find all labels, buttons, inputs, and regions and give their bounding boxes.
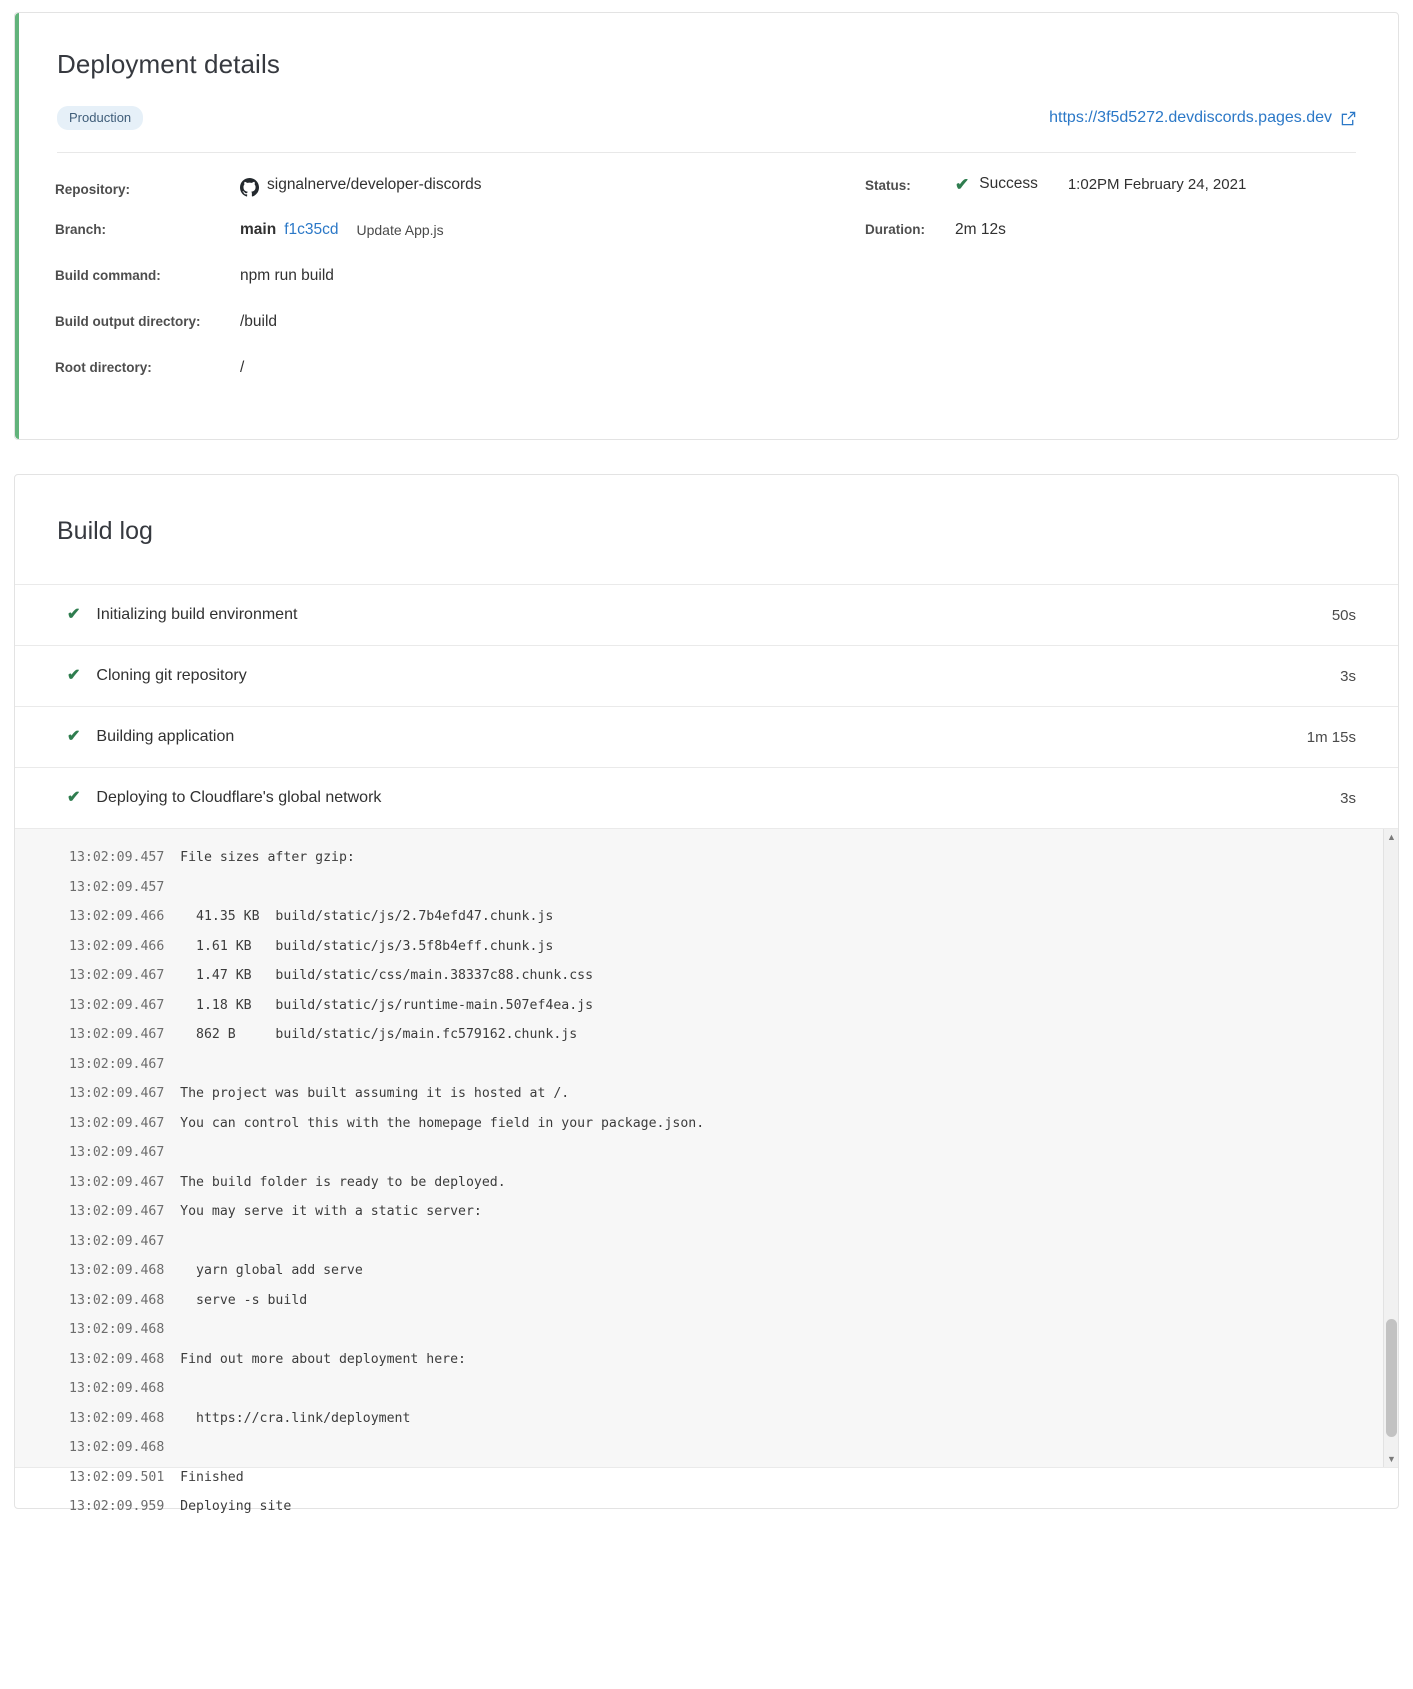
commit-message: Update App.js (356, 222, 444, 238)
console-line (69, 1463, 1358, 1493)
duration-row (865, 221, 1358, 267)
repository-row (55, 175, 855, 221)
console-line (69, 991, 1358, 1021)
scrollbar-thumb[interactable] (1386, 1319, 1397, 1437)
build-step-duration: 1m 15s (1306, 728, 1356, 746)
console-line (69, 843, 1358, 873)
duration-value: 2m 12s (955, 221, 1006, 238)
console-line-text: https://cra.link/deployment (164, 1410, 411, 1426)
build-step-duration: 3s (1340, 789, 1356, 807)
build-output-value: /build (240, 313, 278, 330)
console-line (69, 873, 1358, 903)
console-line-text: The project was built assuming it is hosted at /. (164, 1086, 570, 1101)
scroll-down-icon[interactable]: ▼ (1387, 1454, 1396, 1464)
root-directory-row (55, 359, 855, 405)
console-line (69, 902, 1358, 932)
console-line-timestamp: 13:02:09.467 (69, 1174, 165, 1190)
deployment-details-card (14, 12, 1399, 440)
branch-label: Branch: (55, 222, 107, 237)
check-icon: ✔ (67, 606, 81, 623)
console-line (69, 1020, 1358, 1050)
console-line-text: serve -s build (164, 1292, 308, 1308)
check-icon: ✔ (955, 174, 970, 194)
repository-value (240, 175, 482, 194)
console-line (69, 1286, 1358, 1316)
root-directory-value: / (240, 359, 245, 376)
console-line (69, 932, 1358, 962)
build-log-card (14, 474, 1399, 1514)
console-line-timestamp: 13:02:09.468 (69, 1351, 165, 1367)
build-step-duration: 50s (1331, 606, 1356, 624)
console-line-timestamp: 13:02:09.468 (69, 1381, 165, 1396)
console-line-timestamp: 13:02:09.501 (69, 1469, 165, 1485)
build-step[interactable] (15, 584, 1398, 645)
console-line (69, 1050, 1358, 1080)
build-step[interactable] (15, 706, 1398, 767)
console-output-text (15, 829, 1398, 1532)
console-line (69, 1374, 1358, 1404)
console-line-text: 1.47 KB build/static/css/main.38337c88.chunk.css (164, 968, 594, 983)
console-line-text: Find out more about deployment here: (164, 1351, 466, 1367)
status-row (865, 175, 1358, 221)
console-line-text: You may serve it with a static server: (164, 1204, 482, 1219)
console-line (69, 1079, 1358, 1109)
console-line-text (164, 880, 180, 895)
console-line-timestamp: 13:02:09.467 (69, 968, 165, 983)
build-step-duration: 3s (1340, 667, 1356, 685)
console-line-timestamp: 13:02:09.467 (69, 1086, 165, 1101)
deployment-meta-right (855, 175, 1358, 405)
console-line-timestamp: 13:02:09.468 (69, 1292, 165, 1308)
console-line-timestamp: 13:02:09.457 (69, 850, 165, 865)
branch-value (240, 221, 444, 239)
console-line-text: Deploying site (164, 1499, 292, 1514)
console-line-text: yarn global add serve (164, 1263, 363, 1278)
console-line-timestamp: 13:02:09.468 (69, 1440, 165, 1455)
status-badge: Production (57, 106, 143, 130)
build-command-label: Build command: (55, 268, 161, 283)
status-value (955, 175, 1246, 193)
console-line-timestamp: 13:02:09.467 (69, 1115, 165, 1131)
console-line (69, 1168, 1358, 1198)
build-steps-list (15, 584, 1398, 828)
build-step-label: Cloning git repository (96, 667, 247, 684)
console-line-text (164, 1322, 180, 1337)
check-icon: ✔ (67, 667, 81, 684)
console-line-timestamp: 13:02:09.466 (69, 938, 165, 954)
build-step-label: Deploying to Cloudflare's global network (96, 789, 382, 806)
console-line-text: File sizes after gzip: (164, 850, 355, 865)
console-line (69, 961, 1358, 991)
console-line (69, 1315, 1358, 1345)
root-directory-label: Root directory: (55, 360, 152, 375)
build-output-label: Build output directory: (55, 314, 201, 329)
console-line-timestamp: 13:02:09.467 (69, 1145, 165, 1160)
external-link-icon (1341, 111, 1356, 126)
status-label: Status: (865, 177, 911, 193)
deployment-meta-left (55, 175, 855, 405)
console-line-timestamp: 13:02:09.467 (69, 1233, 165, 1249)
scroll-up-icon[interactable]: ▲ (1387, 832, 1396, 842)
console-line (69, 1492, 1358, 1522)
build-step[interactable] (15, 767, 1398, 828)
build-command-row (55, 267, 855, 313)
build-output-row (55, 313, 855, 359)
build-command-value: npm run build (240, 267, 334, 284)
site-url-link[interactable] (1049, 109, 1356, 127)
console-line-text: 1.61 KB build/static/js/3.5f8b4eff.chunk.js (164, 938, 554, 954)
console-line-timestamp: 13:02:09.959 (69, 1499, 165, 1514)
repository-name: signalnerve/developer-discords (267, 175, 482, 193)
console-line-timestamp: 13:02:09.457 (69, 879, 165, 895)
console-line-timestamp: 13:02:09.467 (69, 1204, 165, 1219)
console-output-panel[interactable] (15, 828, 1398, 1514)
console-line (69, 1433, 1358, 1463)
console-line-text: 41.35 KB build/static/js/2.7b4efd47.chunk.js (164, 909, 554, 924)
status-timestamp: 1:02PM February 24, 2021 (1067, 175, 1247, 193)
site-url-text: https://3f5d5272.devdiscords.pages.dev (1049, 109, 1332, 126)
page-title: Deployment details (57, 49, 280, 79)
build-step[interactable] (15, 645, 1398, 706)
console-line-timestamp: 13:02:09.468 (69, 1322, 165, 1337)
deployment-meta (55, 153, 1358, 405)
build-step-label: Building application (96, 728, 235, 745)
console-line-timestamp: 13:02:09.466 (69, 909, 165, 924)
duration-label: Duration: (865, 222, 925, 237)
console-line-text (164, 1440, 180, 1455)
check-icon: ✔ (67, 728, 81, 745)
branch-name: main (240, 221, 277, 238)
check-icon: ✔ (67, 789, 81, 806)
console-line (69, 1197, 1358, 1227)
console-line (69, 1227, 1358, 1257)
build-step-label: Initializing build environment (96, 606, 298, 623)
console-line (69, 1109, 1358, 1139)
branch-row (55, 221, 855, 267)
console-scrollbar[interactable] (1383, 829, 1398, 1467)
console-line (69, 1404, 1358, 1434)
console-line-text (164, 1234, 180, 1249)
build-log-title: Build log (57, 517, 153, 545)
console-line-timestamp: 13:02:09.468 (69, 1263, 165, 1278)
console-line-text: You can control this with the homepage field in your package.json. (164, 1115, 705, 1131)
console-line-text: The build folder is ready to be deployed. (164, 1174, 506, 1190)
console-line-text (164, 1057, 180, 1072)
status-text: Success (979, 175, 1038, 192)
console-line (69, 1138, 1358, 1168)
console-line-text: Finished (164, 1469, 244, 1485)
console-line-text: 862 B build/static/js/main.fc579162.chunk.js (164, 1027, 578, 1042)
github-icon (240, 178, 259, 197)
console-line-text (164, 1381, 180, 1396)
console-line-timestamp: 13:02:09.467 (69, 1056, 165, 1072)
console-line-timestamp: 13:02:09.467 (69, 1027, 165, 1042)
console-line-text (164, 1145, 180, 1160)
environment-url-row (55, 106, 1358, 130)
console-line (69, 1345, 1358, 1375)
console-line-timestamp: 13:02:09.468 (69, 1410, 165, 1426)
console-line (69, 1256, 1358, 1286)
repository-label: Repository: (55, 182, 131, 197)
console-line-text: 1.18 KB build/static/js/runtime-main.507ef4ea.js (164, 997, 594, 1013)
commit-hash-link[interactable]: f1c35cd (284, 221, 339, 238)
console-line-timestamp: 13:02:09.467 (69, 997, 165, 1013)
